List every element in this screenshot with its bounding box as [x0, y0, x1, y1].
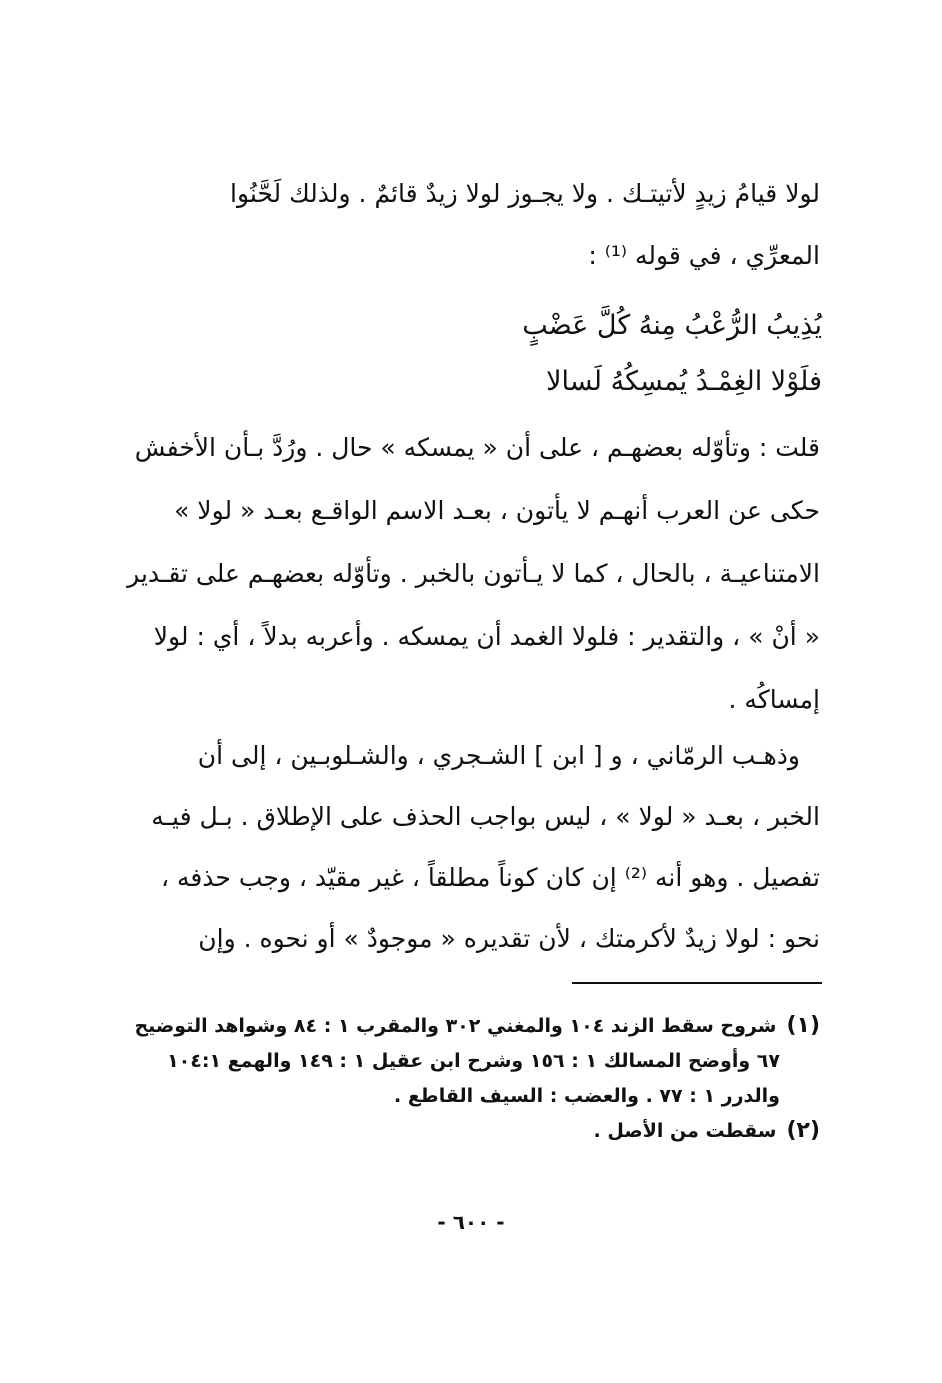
- footnote-2-text: سقطت من الأصل .: [593, 1120, 777, 1142]
- footnote-2: [160, 1115, 820, 1150]
- text-line: نحو : لولا زيدٌ لأكرمتك ، لأن تقديره « موجودٌ » أو نحوه . وإن: [198, 924, 820, 953]
- footnote-divider: [572, 982, 822, 984]
- verse-hemistich-1: يُذِيبُ الرُّعْبُ مِنهُ كُلَّ عَضْبٍ: [522, 310, 822, 341]
- text-line: إمساكُه .: [728, 685, 820, 714]
- text-line: المعرِّي ، في قوله ⁽¹⁾ :: [588, 241, 820, 270]
- text-line: الامتناعيـة ، بالحال ، كما لا يـأتون بالخبر . وتأوّله بعضهـم على تقـدير: [127, 559, 820, 588]
- text-line: الخبر ، بعـد « لولا » ، ليس بواجب الحذف على الإطلاق . بـل فيـه: [151, 802, 820, 831]
- text-line: وذهـب الرمّاني ، و [ ابن ] الشـجري ، والشـلوبـين ، إلى أن: [197, 741, 800, 770]
- text-line: « أنْ » ، والتقدير : فلولا الغمد أن يمسكه . وأعربه بدلاً ، أي : لولا: [153, 622, 820, 651]
- paragraph-2: [127, 432, 820, 747]
- footnote-1-line: ٦٧ وأوضح المسالك ١ : ١٥٦ وشرح ابن عقيل ١ : ١٤٩ والهمع ١٠٤:١: [167, 1050, 780, 1072]
- page-number: - ٦٠٠ -: [437, 1210, 505, 1234]
- text-line: لولا قيامُ زيدٍ لأتيتـك . ولا يجـوز لولا زيدٌ قائمٌ . ولذلك لَحَّنُوا: [230, 179, 820, 208]
- text-line: قلت : وتأوّله بعضهـم ، على أن « يمسكه » حال . ورُدَّ بـأن الأخفش: [134, 433, 820, 462]
- paragraph-3: [150, 740, 820, 984]
- footnote-2-number: (٢): [786, 1118, 820, 1143]
- paragraph-1: [150, 178, 820, 302]
- verse-hemistich-2: فلَوْلا الغِمْـدُ يُمسِكُهُ لَسالا: [546, 366, 822, 397]
- footnote-1-number: (١): [786, 1013, 820, 1038]
- footnotes: [134, 1010, 820, 1150]
- text-line: تفصيل . وهو أنه ⁽²⁾ إن كان كوناً مطلقاً ، غير مقيّد ، وجب حذفه ،: [160, 863, 820, 892]
- footnote-1-line: والدرر ١ : ٧٧ . والعضب : السيف القاطع .: [393, 1085, 780, 1107]
- footnote-1-line: شروح سقط الزند ١٠٤ والمغني ٣٠٢ والمقرب ١ : ٨٤ وشواهد التوضيح: [134, 1015, 777, 1037]
- text-line: حكى عن العرب أنهـم لا يأتون ، بعـد الاسم الواقـع بعـد « لولا »: [174, 496, 820, 525]
- footnote-1: [134, 1010, 820, 1045]
